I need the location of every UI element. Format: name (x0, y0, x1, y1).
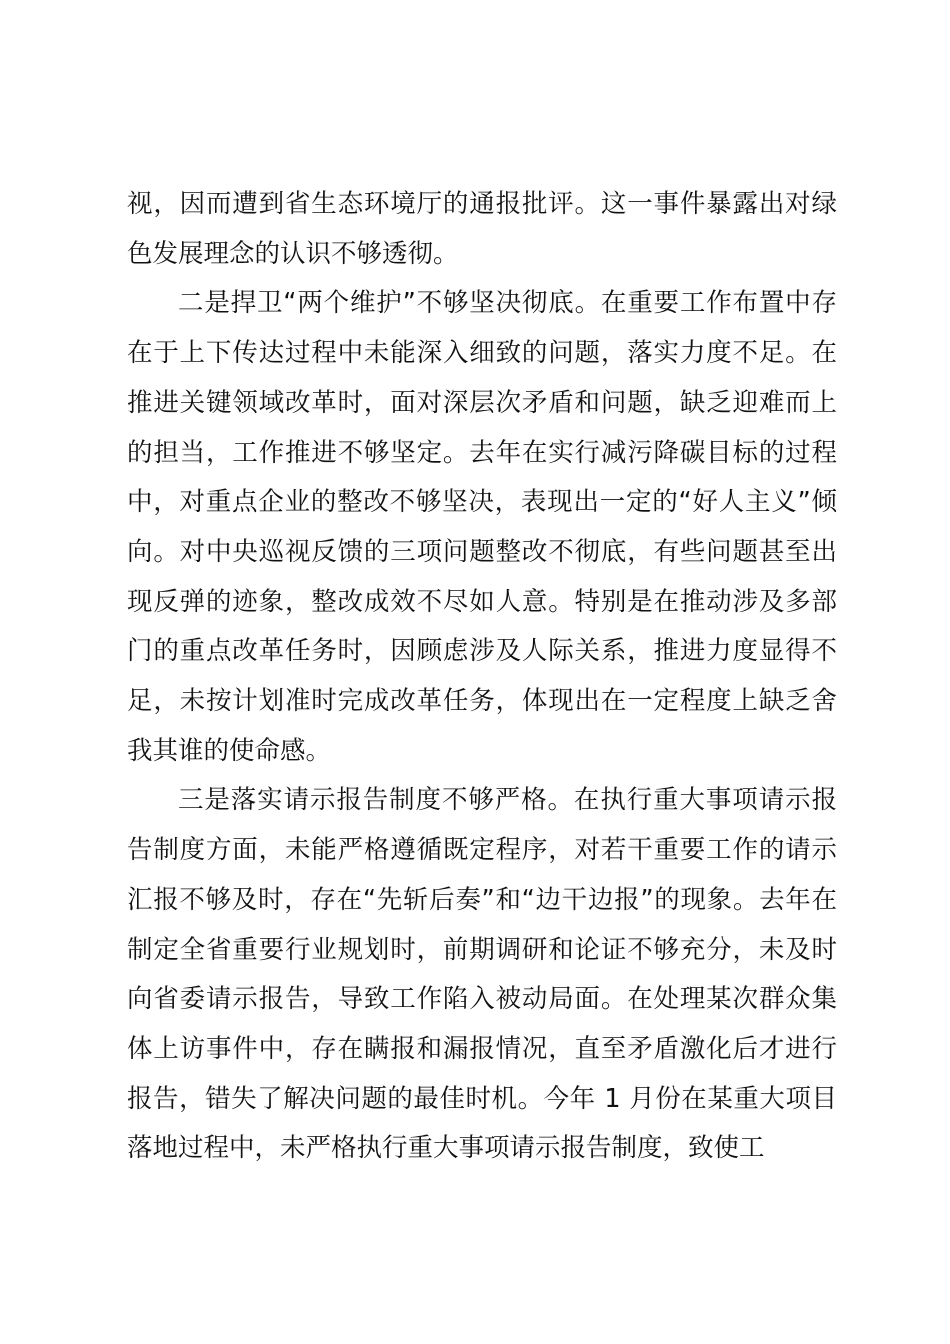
paragraph-1: 视，因而遭到省生态环境厅的通报批评。这一事件暴露出对绿色发展理念的认识不够透彻。 (127, 189, 837, 269)
paragraph-3: 三是落实请示报告制度不够严格。在执行重大事项请示报告制度方面，未能严格遵循既定程序，对若干重要工作的请示汇报不够及时，存在“先斩后奏”和“边干边报”的现象。去年在制定全省重要行业规划时，前期调研和论证不够充分，未及时向省委请示报告，导致工作陷入被动局面。在处理某次群众集体上访事件中，存在瞒报和漏报情况，直至矛盾激化后才进行报告，错失了解决问题的最佳时机。今年 1 月份在某重大项目落地过程中，未严格执行重大事项请示报告制度，致使工 (127, 785, 837, 1164)
body-text (127, 180, 837, 1174)
paragraph-2: 二是捍卫“两个维护”不够坚决彻底。在重要工作布置中存在于上下传达过程中未能深入细致的问题，落实力度不足。在推进关键领域改革时，面对深层次矛盾和问题，缺乏迎难而上的担当，工作推进不够坚定。去年在实行减污降碳目标的过程中，对重点企业的整改不够坚决，表现出一定的“好人主义”倾向。对中央巡视反馈的三项问题整改不彻底，有些问题甚至出现反弹的迹象，整改成效不尽如人意。特别是在推动涉及多部门的重点改革任务时，因顾虑涉及人际关系，推进力度显得不足，未按计划准时完成改革任务，体现出在一定程度上缺乏舍我其谁的使命感。 (127, 288, 837, 766)
